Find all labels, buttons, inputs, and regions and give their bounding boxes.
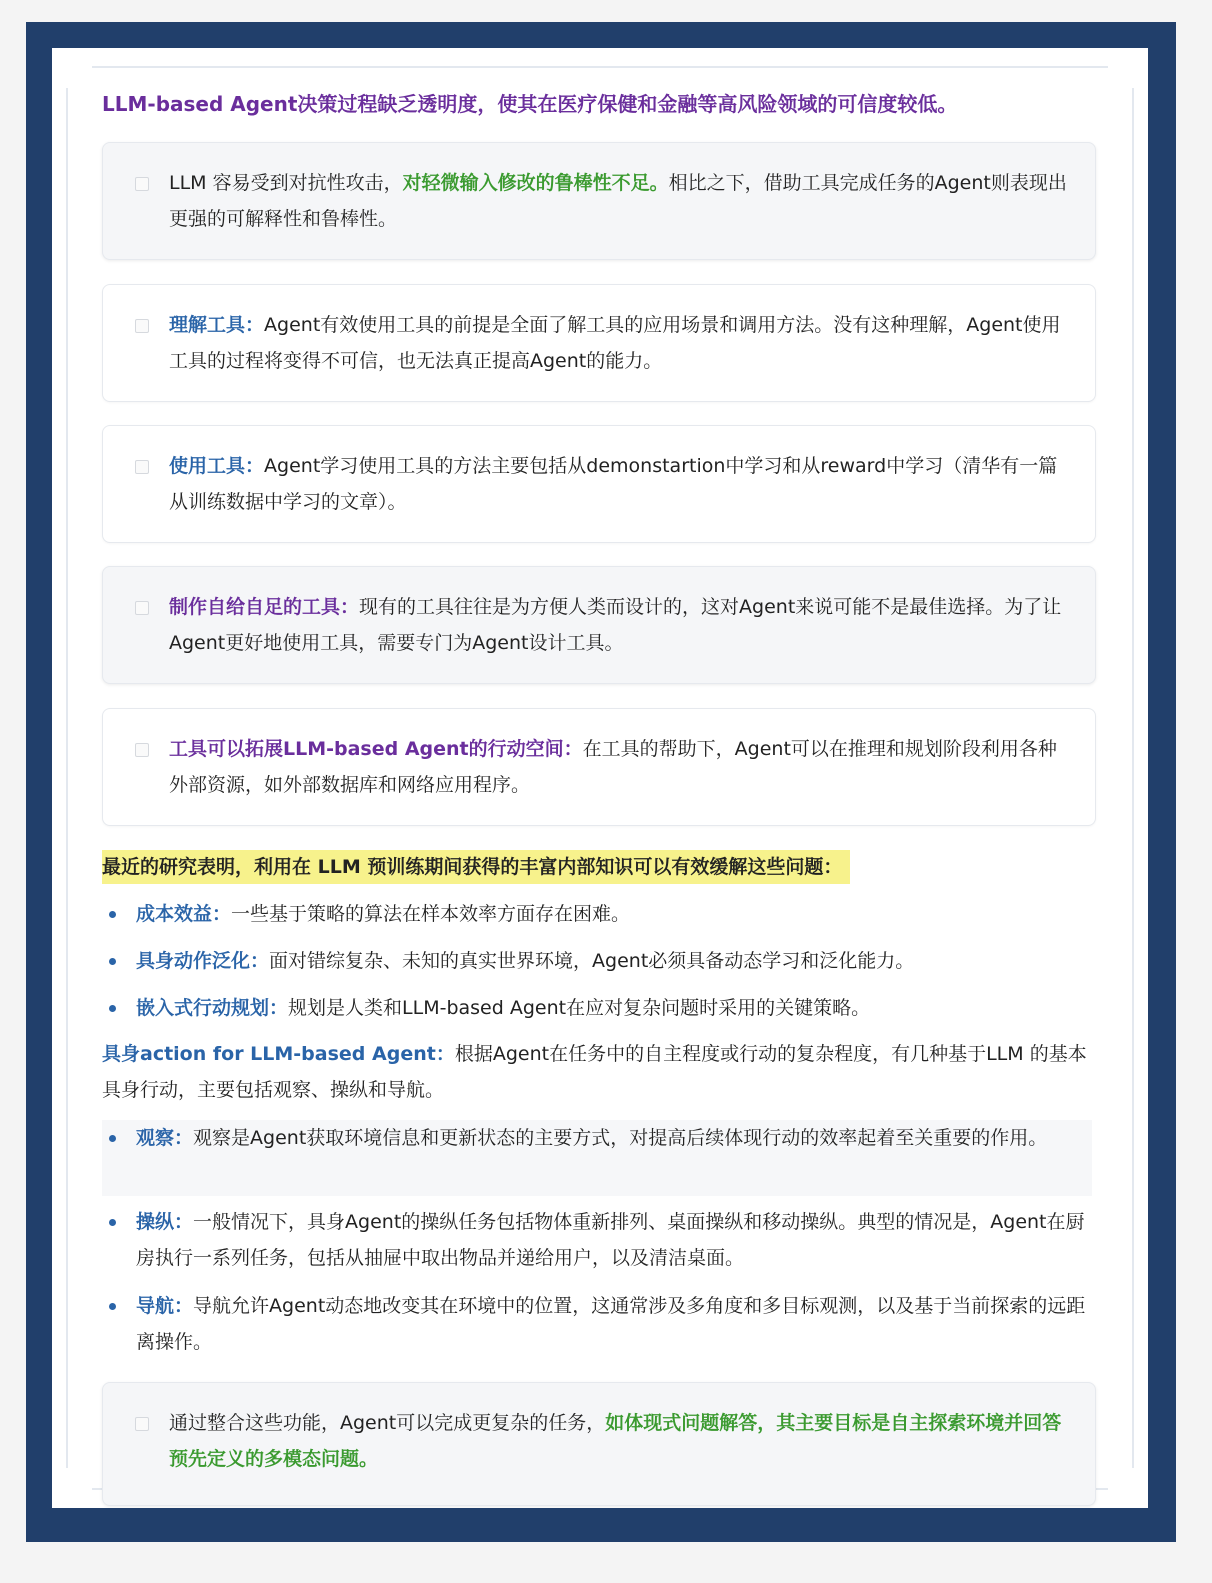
- list-body: 规划是人类和LLM-based Agent在应对复杂问题时采用的关键策略。: [288, 997, 871, 1019]
- list-body: 一些基于策略的算法在样本效率方面存在困难。: [231, 903, 631, 925]
- note-card: [102, 284, 1096, 402]
- list-term: 嵌入式行动规划: [136, 997, 270, 1019]
- note-body: Agent有效使用工具的前提是全面了解工具的应用场景和调用方法。没有这种理解，Agent使用工具的过程将变得不可信，也无法真正提高Agent的能力。: [169, 314, 1061, 372]
- note-card: [102, 708, 1096, 826]
- note-sep: ：: [245, 455, 265, 477]
- divider: [1132, 88, 1134, 1468]
- note-term: 工具可以拓展LLM-based Agent的行动空间: [169, 738, 564, 760]
- bullet-icon: [109, 1303, 116, 1310]
- note-card: [102, 425, 1096, 543]
- note-term: 使用工具: [169, 455, 246, 477]
- research-note: 最近的研究表明，利用在 LLM 预训练期间获得的丰富内部知识可以有效缓解这些问题：: [102, 850, 850, 884]
- note-body: 在工具的帮助下，Agent可以在推理和规划阶段利用各种外部资源，如外部数据库和网络应用程序。: [169, 738, 1057, 796]
- note-rest: 相比之下，借助工具完成任务的Agent则表现出更强的可解释性和鲁棒性。: [169, 172, 1067, 230]
- list-sep: ：: [269, 997, 289, 1019]
- checkbox-icon: [135, 1417, 149, 1431]
- note-sep: ：: [245, 314, 265, 336]
- note-card: [102, 142, 1096, 260]
- note-text: [169, 165, 1071, 237]
- note-body: 现有的工具往往是为方便人类而设计的，这对Agent来说可能不是最佳选择。为了让Agent更好地使用工具，需要专门为Agent设计工具。: [169, 596, 1062, 654]
- note-card: [102, 566, 1096, 684]
- list-body: 导航允许Agent动态地改变其在环境中的位置，这通常涉及多角度和多目标观测，以及基于当前探索的远距离操作。: [136, 1295, 1086, 1353]
- list-item: [102, 1120, 1092, 1196]
- checkbox-icon: [135, 743, 149, 757]
- note-sep: ：: [563, 738, 583, 760]
- note-highlight: 对轻微输入修改的鲁棒性不足。: [402, 172, 669, 194]
- checkbox-icon: [135, 319, 149, 333]
- note-lead: LLM 容易受到对抗性攻击，: [169, 172, 403, 194]
- note-text: [169, 1405, 1071, 1477]
- list-term: 成本效益: [136, 903, 213, 925]
- note-sep: ：: [340, 596, 360, 618]
- divider: [66, 88, 68, 1468]
- list-term: 操纵: [136, 1211, 175, 1233]
- divider: [92, 66, 1108, 68]
- document-paper: [52, 48, 1148, 1508]
- note-text: [169, 731, 1071, 803]
- note-term: 制作自给自足的工具: [169, 596, 341, 618]
- note-card: [102, 1382, 1096, 1506]
- list-sep: ：: [174, 1211, 194, 1233]
- list-term: 导航: [136, 1295, 175, 1317]
- note-text: [169, 448, 1071, 520]
- note-body: Agent学习使用工具的方法主要包括从demonstartion中学习和从reward中学习（清华有一篇从训练数据中学习的文章）。: [169, 455, 1058, 513]
- bullet-icon: [109, 1135, 116, 1142]
- bullet-icon: [109, 911, 116, 918]
- checkbox-icon: [135, 177, 149, 191]
- note-text: [169, 589, 1071, 661]
- list-term: 具身动作泛化: [136, 950, 251, 972]
- checkbox-icon: [135, 460, 149, 474]
- list-term: 观察: [136, 1127, 175, 1149]
- note-term: 理解工具: [169, 314, 246, 336]
- para-body: 根据Agent在任务中的自主程度或行动的复杂程度，有几种基于LLM 的基本具身行动，主要包括观察、操纵和导航。: [102, 1043, 1087, 1101]
- list-sep: ：: [250, 950, 270, 972]
- note-lead: 通过整合这些功能，Agent可以完成更复杂的任务，: [169, 1412, 606, 1434]
- note-highlight: 如体现式问题解答，其主要目标是自主探索环境并回答预先定义的多模态问题。: [169, 1412, 1062, 1470]
- para-term: 具身action for LLM-based Agent: [102, 1043, 436, 1065]
- action-paragraph: [102, 1036, 1092, 1108]
- list-body: 面对错综复杂、未知的真实世界环境，Agent必须具备动态学习和泛化能力。: [269, 950, 915, 972]
- bullet-icon: [109, 1005, 116, 1012]
- para-sep: ：: [435, 1043, 455, 1065]
- list-sep: ：: [212, 903, 232, 925]
- note-text: [169, 307, 1071, 379]
- list-body: 一般情况下，具身Agent的操纵任务包括物体重新排列、桌面操纵和移动操纵。典型的情况是，Agent在厨房执行一系列任务，包括从抽屉中取出物品并递给用户，以及清洁桌面。: [136, 1211, 1085, 1269]
- bullet-icon: [109, 1219, 116, 1226]
- list-sep: ：: [174, 1127, 194, 1149]
- list-sep: ：: [174, 1295, 194, 1317]
- checkbox-icon: [135, 601, 149, 615]
- bullet-icon: [109, 958, 116, 965]
- list-body: 观察是Agent获取环境信息和更新状态的主要方式，对提高后续体现行动的效率起着至关重要的作用。: [193, 1127, 1048, 1149]
- page-heading: LLM-based Agent决策过程缺乏透明度，使其在医疗保健和金融等高风险领域的可信度较低。: [102, 92, 958, 116]
